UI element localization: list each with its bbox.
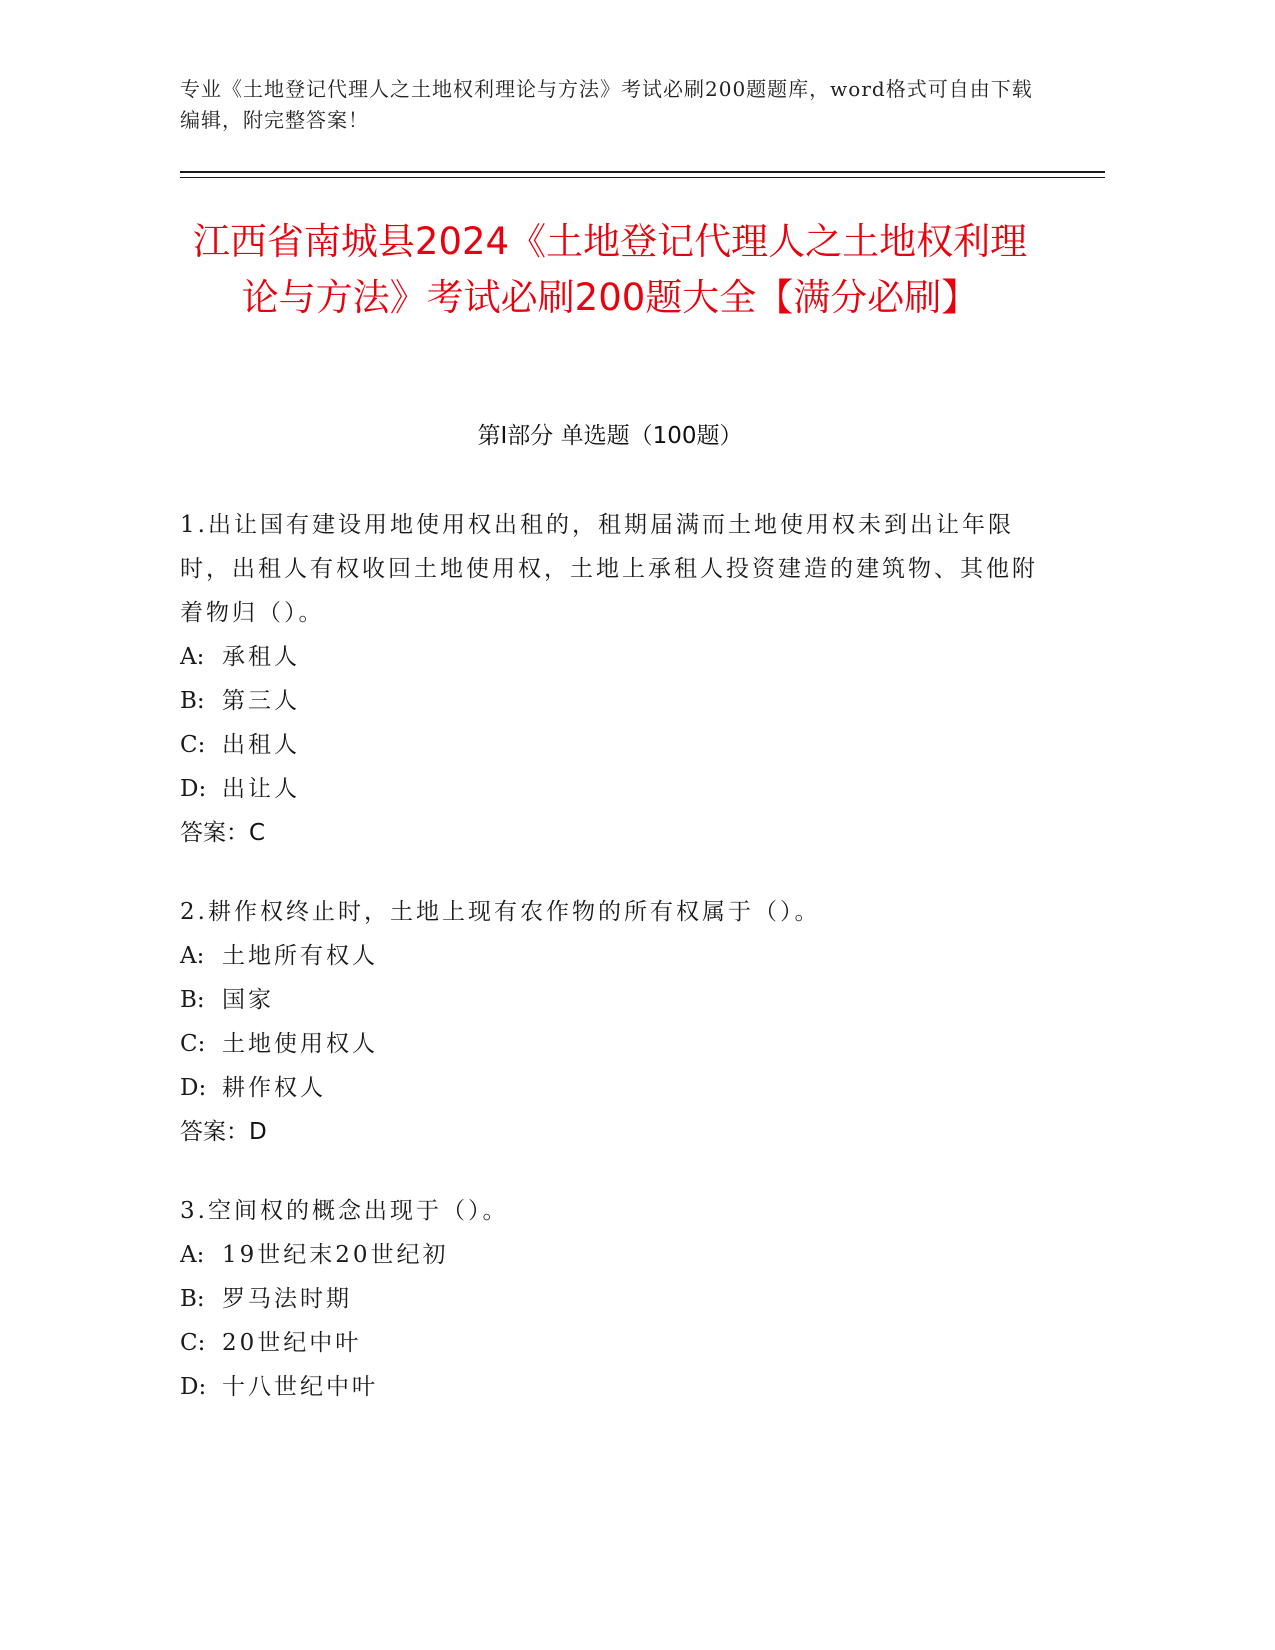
header-divider-thin — [180, 177, 1105, 178]
option-d — [180, 1066, 1040, 1110]
option-a — [180, 1233, 1040, 1277]
question-item — [180, 503, 1040, 855]
option-key: B: — [180, 1286, 205, 1312]
option-text: 十八世纪中叶 — [222, 1374, 378, 1400]
answer-line — [180, 811, 1040, 855]
option-text: 20世纪中叶 — [222, 1330, 362, 1356]
option-text: 国家 — [222, 987, 274, 1013]
option-text: 19世纪末20世纪初 — [222, 1242, 449, 1268]
question-stem: 2.耕作权终止时，土地上现有农作物的所有权属于（）。 — [180, 899, 821, 925]
option-text: 土地使用权人 — [222, 1031, 378, 1057]
question-list — [180, 503, 1040, 1444]
answer-line — [180, 1110, 1040, 1154]
option-text: 承租人 — [222, 644, 300, 670]
option-b — [180, 679, 1040, 723]
option-d — [180, 1365, 1040, 1409]
option-b — [180, 978, 1040, 1022]
option-key: C: — [180, 1330, 206, 1356]
option-key: C: — [180, 1031, 206, 1057]
option-key: D: — [180, 1374, 207, 1400]
option-b — [180, 1277, 1040, 1321]
option-key: B: — [180, 987, 205, 1013]
option-d — [180, 767, 1040, 811]
option-text: 土地所有权人 — [222, 943, 378, 969]
question-item — [180, 1189, 1040, 1409]
option-key: D: — [180, 1075, 207, 1101]
option-text: 出让人 — [222, 776, 300, 802]
option-key: A: — [180, 1242, 205, 1268]
header-note: 专业《土地登记代理人之土地权利理论与方法》考试必刷200题题库，word格式可自由下载编辑，附完整答案！ — [180, 77, 1033, 132]
header-divider-thick — [180, 171, 1105, 173]
question-stem: 3.空间权的概念出现于（）。 — [180, 1198, 509, 1224]
section-title: 第I部分 单选题（100题） — [477, 423, 743, 449]
question-item — [180, 890, 1040, 1154]
answer-value: D — [249, 1119, 267, 1145]
option-key: A: — [180, 943, 205, 969]
option-key: B: — [180, 688, 205, 714]
option-text: 出租人 — [222, 732, 300, 758]
answer-prefix: 答案： — [180, 820, 249, 846]
option-key: D: — [180, 776, 207, 802]
option-key: A: — [180, 644, 205, 670]
option-a — [180, 934, 1040, 978]
option-a — [180, 635, 1040, 679]
answer-value: C — [249, 820, 266, 846]
answer-prefix: 答案： — [180, 1119, 249, 1145]
document-title: 江西省南城县2024《土地登记代理人之土地权利理论与方法》考试必刷200题大全【满分必刷】 — [192, 220, 1028, 319]
option-text: 罗马法时期 — [222, 1286, 352, 1312]
option-c — [180, 1321, 1040, 1365]
option-key: C: — [180, 732, 206, 758]
option-text: 耕作权人 — [222, 1075, 326, 1101]
option-c — [180, 1022, 1040, 1066]
option-c — [180, 723, 1040, 767]
question-stem: 1.出让国有建设用地使用权出租的，租期届满而土地使用权未到出让年限时，出租人有权收回土地使用权，土地上承租人投资建造的建筑物、其他附着物归（）。 — [180, 512, 1038, 626]
option-text: 第三人 — [222, 688, 300, 714]
